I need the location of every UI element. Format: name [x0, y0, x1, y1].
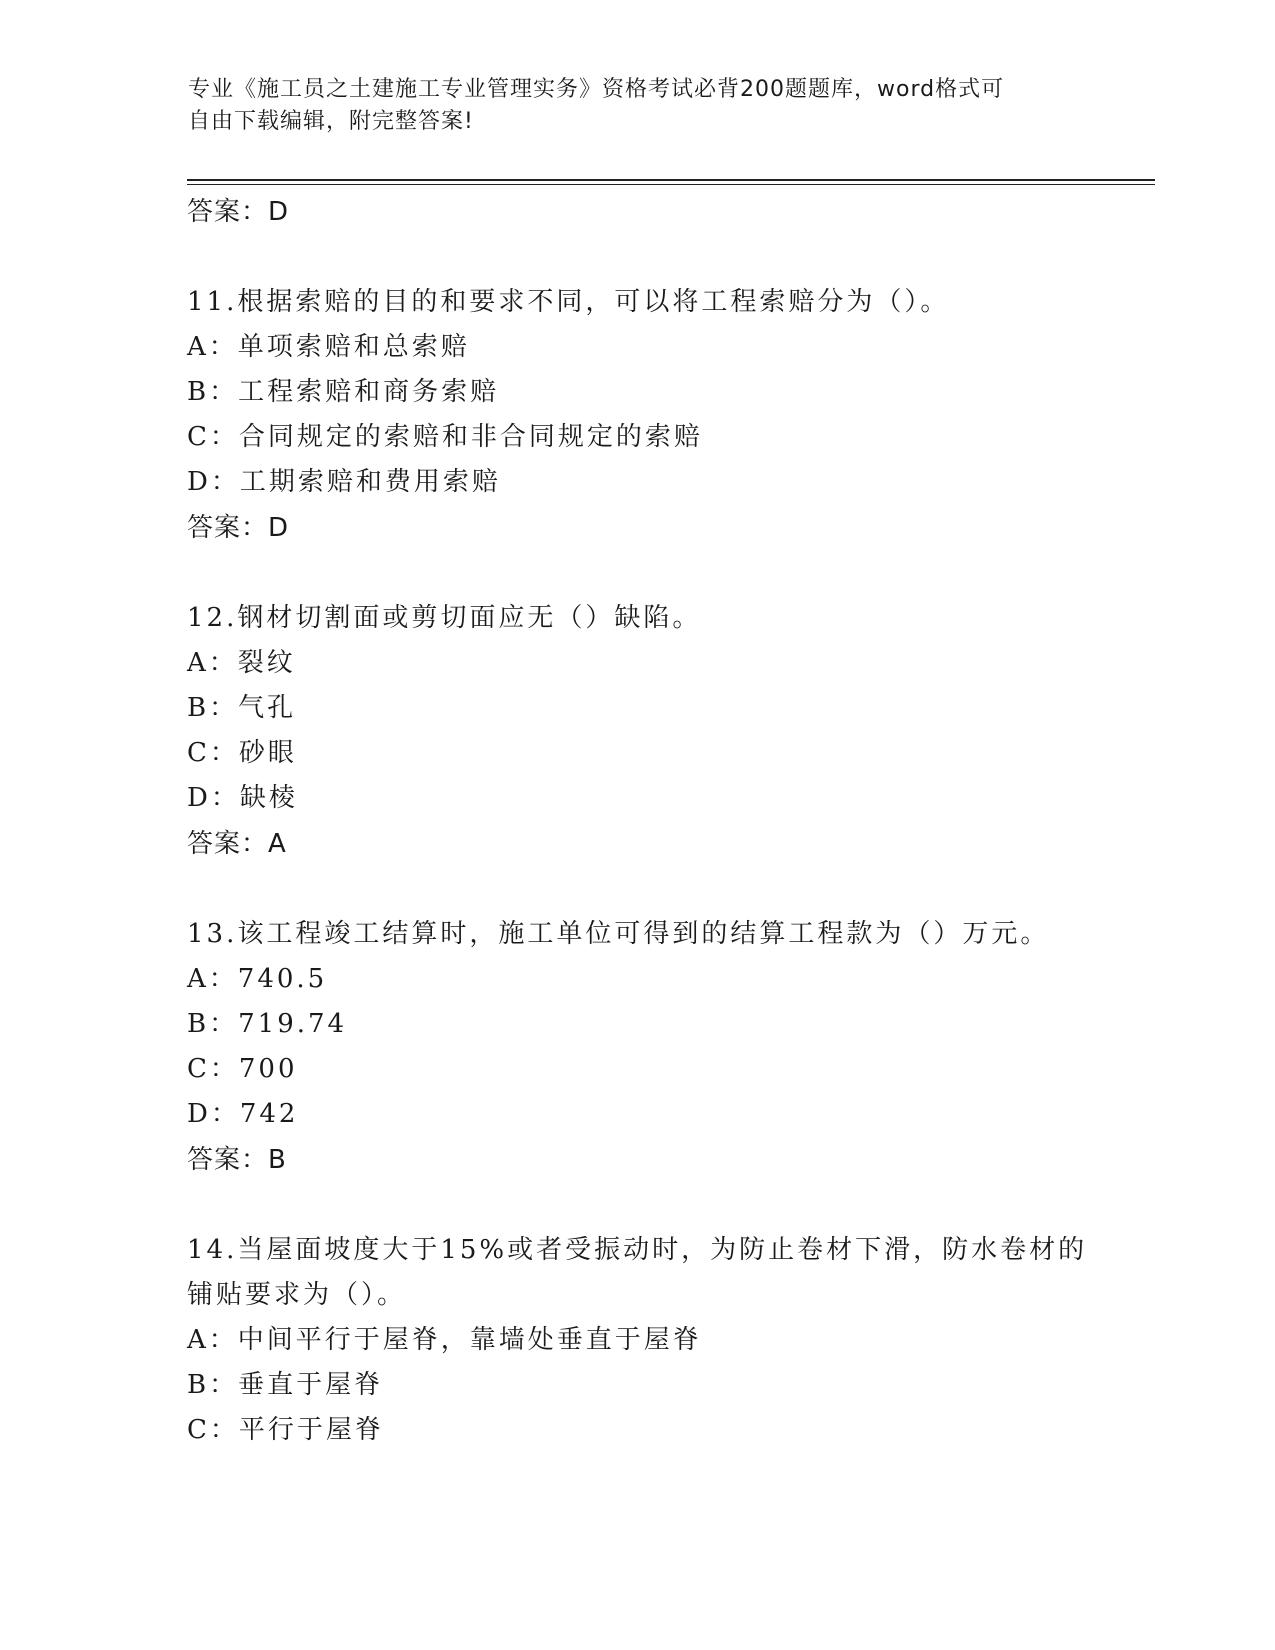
- option-c: C：砂眼: [187, 738, 297, 768]
- answer-line: 答案：B: [187, 1145, 287, 1175]
- option-a: A：裂纹: [187, 648, 296, 678]
- question-text: [187, 1228, 1087, 1318]
- question-line: 12.钢材切割面或剪切面应无（）缺陷。: [187, 603, 702, 633]
- question-11: [187, 280, 1087, 551]
- option-a: A：中间平行于屋脊，靠墙处垂直于屋脊: [187, 1325, 702, 1355]
- option-a: A：740.5: [187, 964, 328, 994]
- answer-line: 答案：A: [187, 829, 287, 859]
- question-text: [187, 912, 1087, 957]
- option-d: D：工期索赔和费用索赔: [187, 467, 501, 497]
- header-divider-thin: [187, 184, 1155, 185]
- header-line-1: 专业《施工员之土建施工专业管理实务》资格考试必背200题题库，word格式可: [188, 77, 1005, 102]
- option-d: D：742: [187, 1099, 299, 1129]
- answer-line: 答案：D: [187, 513, 290, 543]
- question-line: 11.根据索赔的目的和要求不同，可以将工程索赔分为（）。: [187, 287, 950, 317]
- question-13: [187, 912, 1087, 1183]
- option-b: B：垂直于屋脊: [187, 1370, 384, 1400]
- question-text: [187, 596, 1087, 641]
- option-c: C：平行于屋脊: [187, 1415, 384, 1445]
- document-header: [188, 74, 1068, 138]
- header-divider-thick: [187, 179, 1155, 181]
- option-b: B：工程索赔和商务索赔: [187, 377, 500, 407]
- question-line: 13.该工程竣工结算时，施工单位可得到的结算工程款为（）万元。: [187, 919, 1050, 949]
- previous-answer: 答案：D: [187, 197, 290, 227]
- question-12: [187, 596, 1087, 867]
- option-a: A：单项索赔和总索赔: [187, 332, 470, 362]
- option-c: C：合同规定的索赔和非合同规定的索赔: [187, 422, 703, 452]
- question-line: 14.当屋面坡度大于15%或者受振动时，为防止卷材下滑，防水卷材的: [187, 1235, 1088, 1265]
- question-list: [187, 189, 1087, 1453]
- header-line-2: 自由下载编辑，附完整答案!: [188, 109, 474, 134]
- question-text: [187, 280, 1087, 325]
- option-d: D：缺棱: [187, 783, 298, 813]
- option-c: C：700: [187, 1054, 298, 1084]
- option-b: B：719.74: [187, 1009, 348, 1039]
- option-b: B：气孔: [187, 693, 297, 723]
- question-line: 铺贴要求为（）。: [187, 1280, 407, 1310]
- question-14: [187, 1228, 1087, 1453]
